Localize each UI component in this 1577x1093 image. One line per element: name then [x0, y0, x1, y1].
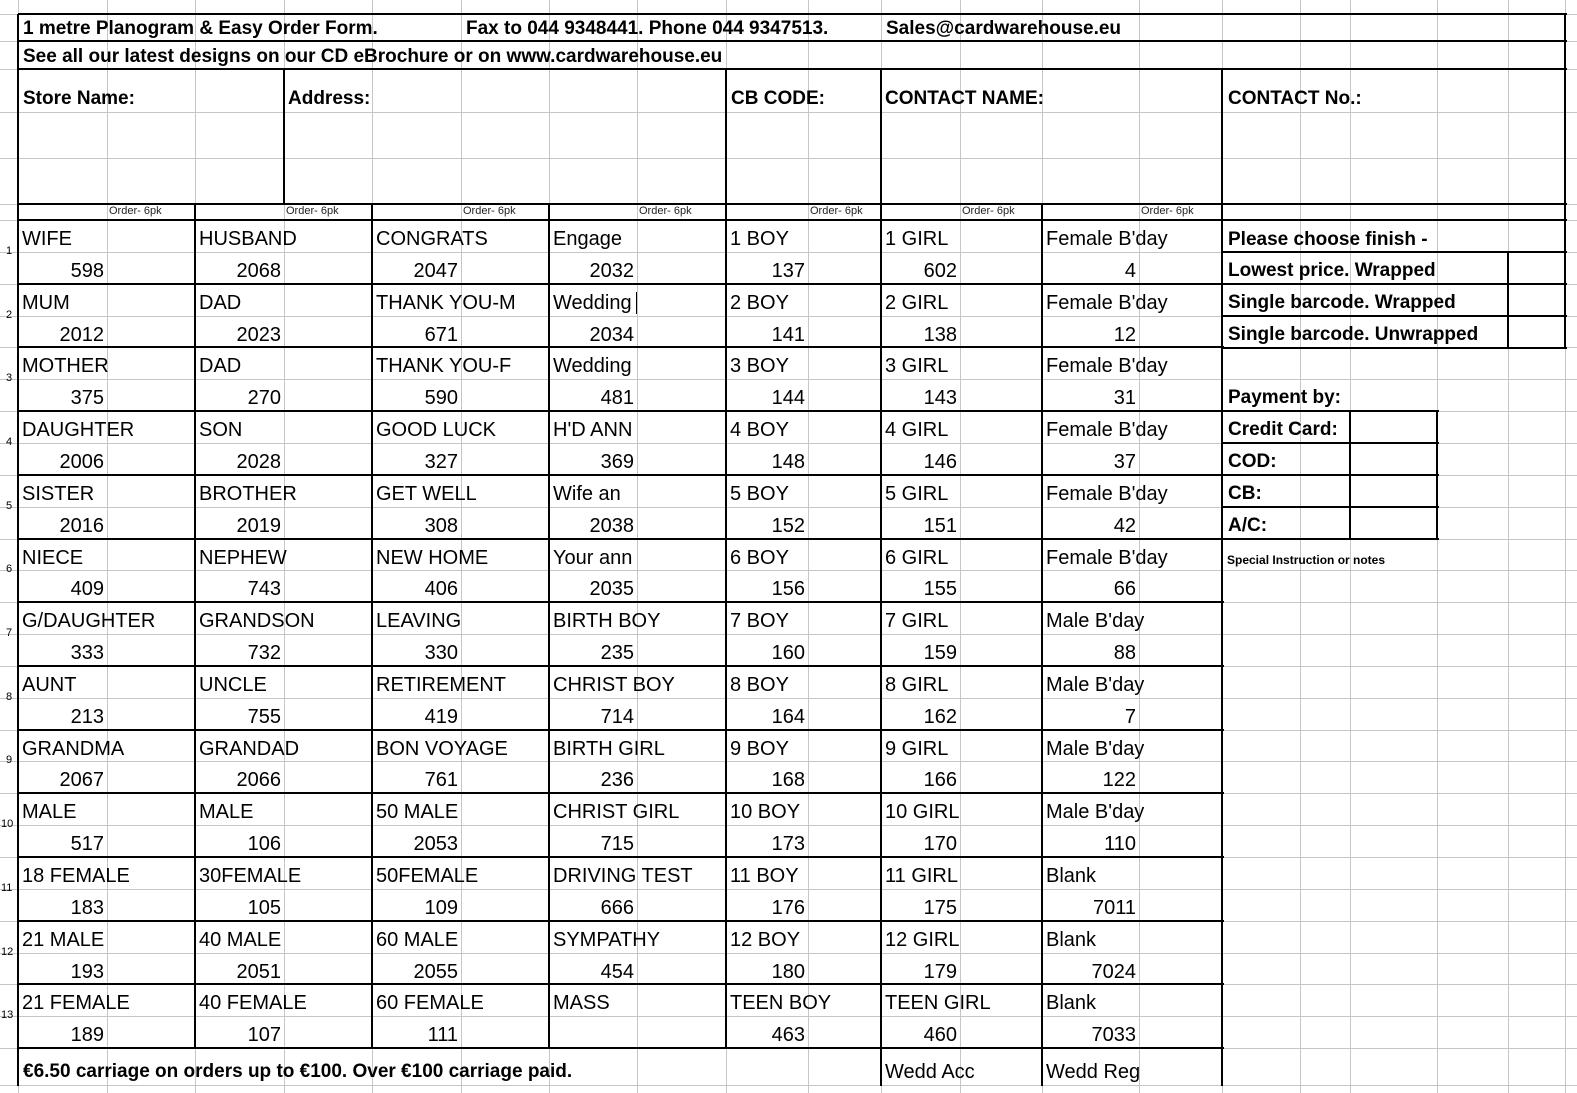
card-code[interactable]: 7011: [1092, 896, 1136, 919]
gridline-h: [0, 953, 1577, 954]
payment-title: Payment by:: [1228, 387, 1341, 408]
card-name: HUSBAND: [199, 228, 297, 250]
card-code[interactable]: 2016: [59, 514, 104, 537]
card-code[interactable]: 183: [70, 896, 104, 919]
card-code[interactable]: 333: [70, 642, 104, 665]
card-name: H'D ANN: [553, 419, 633, 442]
card-name: 1 BOY: [730, 228, 789, 250]
border-h: [18, 219, 1567, 221]
gridline-h: [0, 379, 1577, 380]
card-code[interactable]: 193: [70, 960, 104, 983]
card-code[interactable]: 454: [600, 960, 634, 983]
card-name: CHRIST GIRL: [553, 801, 680, 824]
carriage-note: €6.50 carriage on orders up to €100. Over €100 carriage paid.: [23, 1061, 573, 1082]
card-name: G/DAUGHTER: [22, 610, 156, 633]
order-6pk-label: Order- 6pk: [463, 205, 516, 217]
card-code[interactable]: 2012: [59, 323, 104, 346]
card-code[interactable]: 2055: [413, 960, 458, 983]
border-h: [1222, 538, 1439, 540]
gridline-v: [1508, 0, 1509, 1093]
border-h: [18, 410, 1224, 412]
card-name: GRANDMA: [22, 737, 125, 760]
card-name: Wife an: [553, 482, 621, 505]
card-code[interactable]: 179: [923, 960, 957, 983]
border-h: [18, 601, 1224, 603]
card-name: AUNT: [22, 673, 77, 696]
card-name: THANK YOU-F: [376, 355, 512, 378]
card-name: 2 GIRL: [885, 291, 949, 314]
card-name: BON VOYAGE: [376, 737, 508, 760]
border-v: [725, 69, 727, 205]
card-code[interactable]: 598: [70, 259, 104, 282]
card-name: Engage: [553, 228, 622, 250]
card-name: LEAVING: [376, 610, 462, 633]
order-6pk-label: Order- 6pk: [639, 205, 692, 217]
row-number: 7: [6, 627, 13, 640]
card-code[interactable]: 409: [70, 578, 104, 601]
gridline-v: [107, 0, 108, 1093]
border-v: [1436, 411, 1438, 540]
card-name: WIFE: [22, 228, 72, 250]
card-code[interactable]: 175: [923, 896, 957, 919]
card-name: Female B'day: [1046, 419, 1168, 442]
card-name: 30FEMALE: [199, 865, 302, 887]
card-name: Blank: [1046, 928, 1097, 951]
card-code[interactable]: 463: [771, 1024, 805, 1047]
gridline-h: [0, 158, 1577, 159]
card-name: 8 BOY: [730, 673, 789, 696]
border-h: [1222, 474, 1439, 476]
border-h: [18, 346, 1224, 348]
card-code[interactable]: 148: [771, 450, 805, 473]
card-code[interactable]: 7024: [1091, 960, 1136, 983]
card-name: TEEN BOY: [730, 992, 832, 1015]
row-number: 11: [1, 881, 13, 894]
border-h: [18, 856, 1224, 858]
card-name: SISTER: [22, 482, 95, 505]
border-h: [18, 283, 1224, 285]
border-h: [18, 538, 1224, 540]
gridline-h: [0, 570, 1577, 571]
notes-label: Special Instruction or notes: [1227, 553, 1386, 567]
card-name: 8 GIRL: [885, 673, 949, 696]
card-name: DRIVING TEST: [553, 865, 693, 887]
card-code[interactable]: 31: [1113, 387, 1136, 410]
gridline-v: [960, 0, 961, 1093]
card-name: Female B'day: [1046, 228, 1168, 250]
border-h: [18, 203, 1567, 205]
card-name: 3 GIRL: [885, 355, 949, 378]
card-code[interactable]: 2066: [236, 769, 281, 792]
card-code[interactable]: 270: [247, 387, 281, 410]
card-code[interactable]: 141: [771, 323, 805, 346]
card-code[interactable]: 173: [771, 833, 805, 856]
card-code[interactable]: 2068: [236, 259, 281, 282]
border-h: [18, 68, 1567, 70]
gridline-h: [0, 112, 1577, 113]
card-name: 50FEMALE: [376, 865, 479, 887]
border-h: [18, 983, 1224, 985]
store-name-label: Store Name:: [23, 88, 135, 109]
card-name: BROTHER: [199, 482, 297, 505]
card-code[interactable]: 137: [771, 259, 805, 282]
card-name: 6 GIRL: [885, 546, 949, 569]
border-h: [18, 13, 1567, 15]
card-name: GOOD LUCK: [376, 419, 497, 442]
row-number: 2: [6, 308, 13, 321]
card-name: UNCLE: [199, 673, 267, 696]
gridline-h: [0, 634, 1577, 635]
row-number: 10: [1, 818, 14, 831]
card-code[interactable]: 143: [923, 387, 957, 410]
wedd-acc: Wedd Acc: [885, 1061, 975, 1083]
card-code[interactable]: 144: [771, 387, 805, 410]
card-name: Female B'day: [1046, 355, 1168, 378]
card-code[interactable]: 2035: [589, 578, 634, 601]
card-name: 5 GIRL: [885, 482, 949, 505]
card-code[interactable]: 2028: [236, 450, 281, 473]
wedd-reg: Wedd Reg: [1046, 1061, 1141, 1083]
payment-option[interactable]: Credit Card:: [1228, 419, 1338, 440]
card-code[interactable]: 176: [771, 896, 805, 919]
border-h: [1222, 347, 1567, 349]
border-h: [1222, 442, 1439, 444]
border-v: [548, 204, 550, 221]
card-code[interactable]: 2047: [413, 259, 458, 282]
card-name: MALE: [199, 801, 254, 824]
card-code[interactable]: 2034: [589, 323, 634, 346]
email-address[interactable]: Sales@cardwarehouse.eu: [886, 18, 1122, 39]
gridline-v: [1300, 0, 1301, 1093]
gridline-h: [0, 825, 1577, 826]
card-name: Male B'day: [1046, 737, 1145, 760]
card-code[interactable]: 156: [771, 578, 805, 601]
card-code[interactable]: 42: [1113, 514, 1136, 537]
card-name: Your ann: [553, 546, 633, 569]
card-code[interactable]: 666: [600, 896, 634, 919]
card-name: 21 MALE: [22, 928, 105, 951]
card-code[interactable]: 419: [424, 705, 458, 728]
card-name: Wedding: [553, 355, 632, 378]
card-name: NEPHEW: [199, 546, 287, 569]
card-code[interactable]: 109: [424, 896, 458, 919]
card-name: MUM: [22, 291, 70, 314]
border-v: [1564, 14, 1566, 221]
card-code[interactable]: 162: [923, 705, 957, 728]
card-name: Blank: [1046, 865, 1097, 887]
card-name: 18 FEMALE: [22, 865, 130, 887]
border-v: [725, 204, 727, 221]
payment-option[interactable]: CB:: [1228, 483, 1262, 504]
gridline-v: [808, 0, 809, 1093]
card-code[interactable]: 164: [771, 705, 805, 728]
card-code[interactable]: 2067: [59, 769, 104, 792]
card-name: 40 FEMALE: [199, 992, 307, 1015]
card-name: 11 GIRL: [885, 865, 958, 887]
finish-option[interactable]: Lowest price. Wrapped: [1228, 260, 1436, 281]
border-v: [880, 204, 882, 221]
card-code[interactable]: 714: [600, 705, 634, 728]
card-code[interactable]: 2038: [589, 514, 634, 537]
border-v: [1221, 220, 1223, 1049]
card-name: MALE: [22, 801, 77, 824]
border-h: [18, 665, 1224, 667]
border-v: [1507, 252, 1509, 349]
address-label: Address:: [288, 88, 371, 109]
border-v: [1041, 204, 1043, 221]
border-v: [194, 204, 196, 221]
card-code[interactable]: 308: [424, 514, 458, 537]
card-code[interactable]: 671: [424, 323, 458, 346]
text-cursor: [636, 292, 637, 314]
card-code[interactable]: 146: [923, 450, 957, 473]
border-h: [18, 729, 1224, 731]
order-6pk-label: Order- 6pk: [286, 205, 339, 217]
card-name: MOTHER: [22, 355, 109, 378]
card-name: 11 BOY: [730, 865, 799, 887]
cb-code-label: CB CODE:: [731, 88, 825, 109]
border-h: [1222, 410, 1439, 412]
card-code[interactable]: 7033: [1091, 1024, 1136, 1047]
card-code[interactable]: 236: [600, 769, 634, 792]
card-name: 3 BOY: [730, 355, 789, 378]
card-code[interactable]: 122: [1102, 769, 1136, 792]
finish-option[interactable]: Single barcode. Unwrapped: [1228, 324, 1479, 345]
card-code[interactable]: 12: [1113, 323, 1136, 346]
card-code[interactable]: 330: [424, 642, 458, 665]
card-code[interactable]: 327: [424, 450, 458, 473]
card-name: 10 GIRL: [885, 801, 960, 824]
border-v: [880, 69, 882, 205]
border-h: [1222, 283, 1567, 285]
card-name: GRANDAD: [199, 737, 300, 760]
card-code[interactable]: 66: [1113, 578, 1136, 601]
card-code[interactable]: 2006: [59, 450, 104, 473]
payment-option[interactable]: A/C:: [1228, 515, 1268, 536]
row-number: 4: [6, 435, 13, 448]
card-code[interactable]: 105: [247, 896, 281, 919]
border-v: [1349, 411, 1351, 540]
card-code[interactable]: 406: [424, 578, 458, 601]
card-name: 7 BOY: [730, 610, 789, 633]
card-name: GRANDSON: [199, 610, 315, 633]
card-code[interactable]: 2032: [589, 259, 634, 282]
card-name: Male B'day: [1046, 673, 1145, 696]
border-v: [283, 69, 285, 205]
border-h: [1222, 251, 1567, 253]
row-number: 13: [1, 1009, 14, 1022]
contact-no-label: CONTACT No.:: [1228, 88, 1362, 109]
card-code[interactable]: 107: [247, 1024, 281, 1047]
card-code[interactable]: 152: [771, 514, 805, 537]
card-code[interactable]: 481: [600, 387, 634, 410]
border-v: [880, 1048, 882, 1086]
card-name: CONGRATS: [376, 228, 488, 250]
card-code[interactable]: 715: [600, 833, 634, 856]
card-code[interactable]: 159: [923, 642, 957, 665]
card-code[interactable]: 160: [771, 642, 805, 665]
row-number: 3: [6, 372, 13, 385]
card-code[interactable]: 460: [923, 1024, 957, 1047]
border-h: [18, 792, 1224, 794]
border-v: [1564, 220, 1566, 349]
card-name: SON: [199, 419, 243, 442]
card-name: 7 GIRL: [885, 610, 949, 633]
card-code[interactable]: 2023: [236, 323, 281, 346]
border-h: [1222, 506, 1439, 508]
card-code[interactable]: 235: [600, 642, 634, 665]
row-number: 12: [1, 945, 14, 958]
card-name: 12 GIRL: [885, 928, 960, 951]
card-name: SYMPATHY: [553, 928, 661, 951]
card-code[interactable]: 590: [424, 387, 458, 410]
card-name: 9 GIRL: [885, 737, 949, 760]
card-code[interactable]: 369: [600, 450, 634, 473]
card-name: 1 GIRL: [885, 228, 949, 250]
card-name: MASS: [553, 992, 610, 1015]
card-name: NEW HOME: [376, 546, 489, 569]
card-name: RETIREMENT: [376, 673, 506, 696]
row-number: 8: [6, 690, 13, 703]
card-code[interactable]: 111: [427, 1024, 458, 1047]
card-code[interactable]: 106: [247, 833, 281, 856]
row-number: 5: [6, 499, 13, 512]
card-code[interactable]: 213: [70, 705, 104, 728]
card-code[interactable]: 170: [923, 833, 957, 856]
card-code[interactable]: 7: [1124, 705, 1136, 728]
border-h: [18, 474, 1224, 476]
card-name: CHRIST BOY: [553, 673, 675, 696]
card-name: GET WELL: [376, 482, 477, 505]
card-name: 5 BOY: [730, 482, 789, 505]
card-name: 4 BOY: [730, 419, 789, 442]
gridline-h: [0, 698, 1577, 699]
card-code[interactable]: 88: [1113, 642, 1136, 665]
card-code[interactable]: 732: [247, 642, 281, 665]
gridline-v: [1350, 0, 1351, 1093]
border-h: [18, 40, 1567, 42]
card-name: Female B'day: [1046, 546, 1168, 569]
gridline-v: [1437, 0, 1438, 1093]
border-v: [1221, 69, 1223, 205]
card-name: Blank: [1046, 992, 1097, 1015]
order-6pk-label: Order- 6pk: [109, 205, 162, 217]
border-v: [1041, 1048, 1043, 1086]
border-v: [371, 204, 373, 221]
card-name: 6 BOY: [730, 546, 789, 569]
border-v: [1221, 204, 1223, 221]
card-name: 21 FEMALE: [22, 992, 130, 1015]
card-code[interactable]: 761: [424, 769, 458, 792]
card-name: Female B'day: [1046, 482, 1168, 505]
card-name: Female B'day: [1046, 291, 1168, 314]
card-name: 40 MALE: [199, 928, 282, 951]
card-code[interactable]: 166: [923, 769, 957, 792]
row-number: 1: [6, 244, 13, 257]
card-code[interactable]: 151: [923, 514, 957, 537]
row-number: 6: [6, 563, 13, 576]
border-h: [18, 920, 1224, 922]
card-name: Wedding: [553, 291, 632, 314]
order-6pk-label: Order- 6pk: [1141, 205, 1194, 217]
card-code[interactable]: 2053: [413, 833, 458, 856]
card-name: TEEN GIRL: [885, 992, 991, 1015]
card-name: BIRTH GIRL: [553, 737, 665, 760]
card-code[interactable]: 189: [70, 1024, 104, 1047]
gridline-h: [0, 889, 1577, 890]
card-code[interactable]: 180: [771, 960, 805, 983]
card-name: 12 BOY: [730, 928, 801, 951]
card-name: 2 BOY: [730, 291, 789, 314]
card-name: NIECE: [22, 546, 84, 569]
contact-name-label: CONTACT NAME:: [885, 88, 1045, 109]
card-code[interactable]: 4: [1124, 259, 1136, 282]
border-v: [1221, 1048, 1223, 1086]
card-code[interactable]: 2051: [236, 960, 281, 983]
card-name: 10 BOY: [730, 801, 801, 824]
card-name: 50 MALE: [376, 801, 459, 824]
gridline-h: [0, 1016, 1577, 1017]
card-name: DAD: [199, 355, 242, 378]
card-name: BIRTH BOY: [553, 610, 661, 633]
form-title: 1 metre Planogram & Easy Order Form.: [23, 18, 378, 39]
card-code[interactable]: 602: [923, 259, 957, 282]
payment-option[interactable]: COD:: [1228, 451, 1277, 472]
finish-option[interactable]: Single barcode. Wrapped: [1228, 292, 1456, 313]
order-6pk-label: Order- 6pk: [962, 205, 1015, 217]
card-code[interactable]: 375: [70, 387, 104, 410]
gridline-h: [0, 1085, 1577, 1086]
gridline-h: [0, 761, 1577, 762]
card-name: DAD: [199, 291, 242, 314]
card-name: 60 FEMALE: [376, 992, 484, 1015]
card-code[interactable]: 168: [771, 769, 805, 792]
card-name: 4 GIRL: [885, 419, 949, 442]
card-name: DAUGHTER: [22, 419, 135, 442]
row-number: 9: [6, 754, 13, 767]
card-code[interactable]: 110: [1104, 833, 1136, 856]
border-h: [18, 1047, 1224, 1049]
card-code[interactable]: 743: [247, 578, 281, 601]
fax-phone: Fax to 044 9348441. Phone 044 9347513.: [466, 18, 829, 39]
border-h: [1222, 315, 1567, 317]
card-code[interactable]: 138: [923, 323, 957, 346]
card-name: 60 MALE: [376, 928, 459, 951]
card-name: THANK YOU-M: [376, 291, 516, 314]
finish-title: Please choose finish -: [1228, 229, 1428, 250]
card-code[interactable]: 37: [1113, 450, 1136, 473]
card-name: Male B'day: [1046, 610, 1145, 633]
card-name: 9 BOY: [730, 737, 789, 760]
card-code[interactable]: 155: [923, 578, 957, 601]
card-code[interactable]: 517: [70, 833, 104, 856]
order-6pk-label: Order- 6pk: [810, 205, 863, 217]
card-name: Male B'day: [1046, 801, 1145, 824]
subtitle-website[interactable]: See all our latest designs on our CD eBrochure or on www.cardwarehouse.eu: [23, 46, 723, 67]
card-code[interactable]: 2019: [236, 514, 281, 537]
card-code[interactable]: 755: [247, 705, 281, 728]
